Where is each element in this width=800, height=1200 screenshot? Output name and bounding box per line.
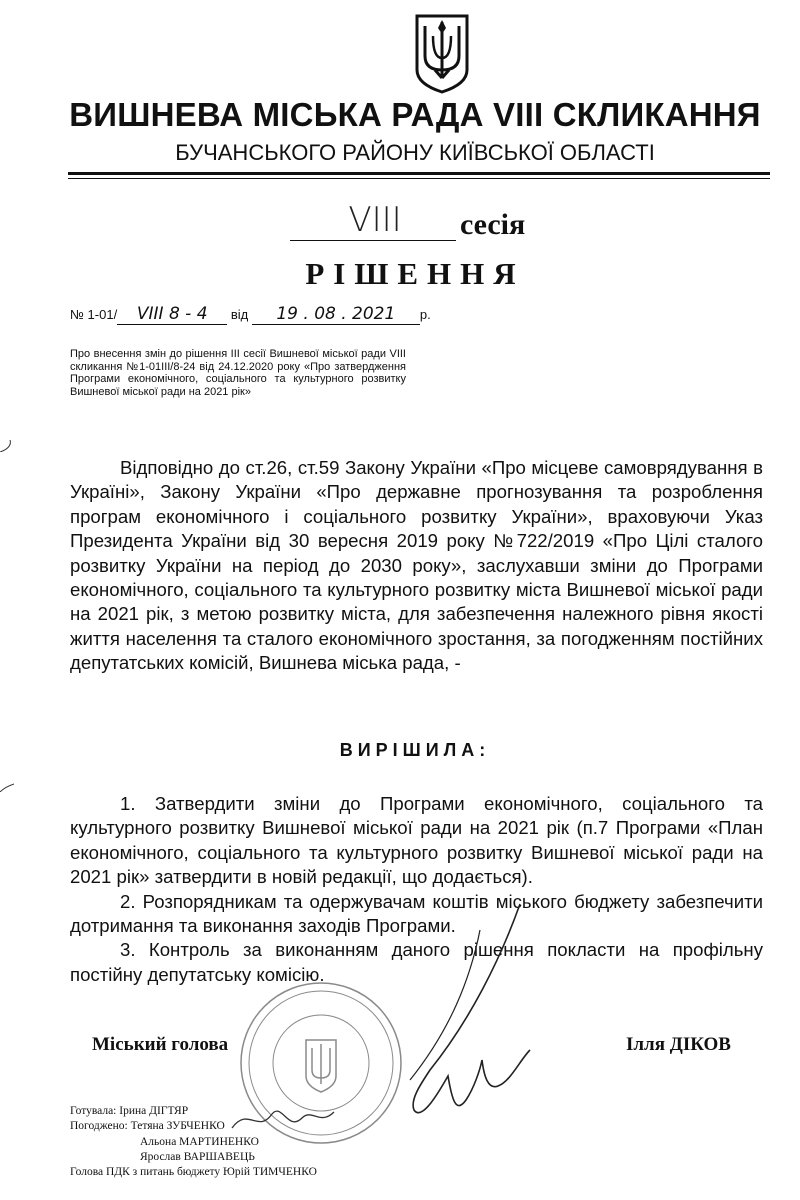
resolution-item: 2. Розпорядникам та одержувачам коштів міського бюджету забезпечити дотримання та виконання заходів Програми.	[70, 890, 763, 937]
decision-number-prefix: № 1-01/	[70, 307, 118, 322]
decision-number-line	[70, 304, 431, 325]
resolution-item: 1. Затвердити зміни до Програми економічного, соціального та культурного розвитку Вишневої міської ради на 2021 рік (п.7 Програми «План економічного, соціального та культурного розвитку Вишневої міської ради на 2021 рік» затвердити в новій редакції, що додається).	[70, 793, 763, 888]
council-title: ВИШНЕВА МІСЬКА РАДА VIII СКЛИКАННЯ	[69, 96, 761, 133]
header-rule-thin	[68, 178, 770, 179]
header-rule	[68, 172, 770, 175]
decision-title: РІШЕННЯ	[305, 256, 525, 291]
resolution-item: 3. Контроль за виконанням даного рішення покласти на профільну постійну депутатську комісію.	[70, 939, 763, 985]
decision-date-suffix: р.	[419, 307, 431, 322]
signatory-position: Міський голова	[92, 1034, 229, 1055]
decision-date: 19 . 08 . 2021	[252, 304, 420, 325]
footer-agreed-3: Ярослав ВАРШАВЕЦЬ	[140, 1150, 255, 1163]
resolved-heading: ВИРІШИЛА:	[339, 740, 491, 760]
footer-prepared: Готувала: Ірина ДІГТЯР	[70, 1105, 189, 1117]
approval-footer	[70, 1104, 317, 1180]
footer-agreed-4: Голова ПДК з питань бюджету Юрій ТИМЧЕНКО	[70, 1166, 317, 1179]
preamble-paragraph: Відповідно до ст.26, ст.59 Закону України «Про місцеве самоврядування в Україні», Закону України «Про державне прогнозування та розроблення програм економічного і соціального розвитку України», враховуючи Указ Президента України від 30 вересня 2019 року №722/2019 «Про Цілі сталого розвитку України на період до 2030 року», заслухавши зміни до Програми економічного, соціального та культурного розвитку міста Вишневої міської ради на 2021 рік, з метою розвитку міста, для забезпечення належного рівня якості життя населення та сталого економічного зростання, за погодженням постійних депутатських комісій, Вишнева міська рада, -	[70, 457, 763, 674]
session-number: VIII	[348, 200, 402, 240]
session-number-line	[290, 240, 456, 241]
footer-agreed-2: Альона МАРТИНЕНКО	[140, 1135, 259, 1148]
council-subtitle: БУЧАНСЬКОГО РАЙОНУ КИЇВСЬКОЇ ОБЛАСТІ	[175, 140, 655, 165]
decision-date-prefix: від	[230, 307, 249, 322]
footer-agreed-1: Погоджено: Тетяна ЗУБЧЕНКО	[70, 1120, 225, 1133]
trident-icon	[413, 12, 471, 94]
margin-mark	[0, 780, 14, 792]
margin-mark	[0, 440, 14, 452]
decision-subject: Про внесення змін до рішення ІІІ сесії Вишневої міської ради VIII скликання №1-01ІІІ/8-24 від 24.12.2020 року «Про затвердження Програми економічного, соціального та культурного розвитку Вишневої міської ради на 2021 рік»	[70, 348, 406, 398]
signature-mark	[370, 900, 540, 1140]
session-label: сесія	[460, 208, 526, 241]
signatory-name: Ілля ДІКОВ	[626, 1034, 731, 1055]
decision-number: VIII 8 - 4	[117, 304, 227, 325]
